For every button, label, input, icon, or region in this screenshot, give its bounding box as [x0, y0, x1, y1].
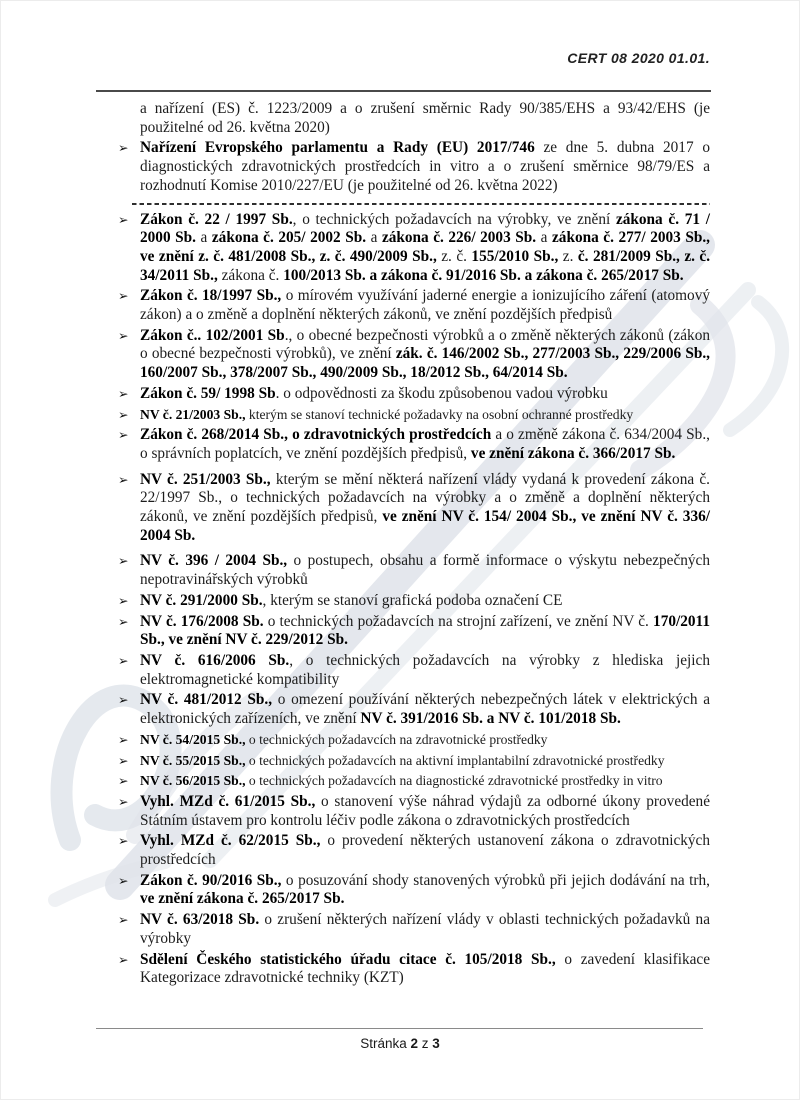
- citation-segment: o postupech, obsahu a formě informace o výskytu nebezpečných nepotravinářských výrobků: [140, 552, 710, 589]
- arrow-bullet-icon: ➢: [118, 385, 129, 401]
- page-number-total: 3: [432, 1036, 440, 1051]
- citation-bold-segment: zákona č. 226/ 2003 Sb.: [381, 229, 537, 247]
- footer-divider: [96, 1028, 703, 1029]
- citation-bold-segment: Zákon č. 268/2014 Sb., o zdravotnických prostředcích: [140, 426, 492, 444]
- citation-bold-segment: NV č. 176/2008 Sb.: [140, 612, 264, 630]
- list-item: [118, 552, 710, 589]
- citation-bold-segment: zák. č. 146/2002 Sb., 277/2003 Sb., 229/2006 Sb., 160/2007 Sb., 378/2007 Sb., 490/2009 Sb., 18/2012 Sb., 64/2014 Sb.: [140, 345, 710, 382]
- list-item: [118, 385, 710, 404]
- dashed-divider: [132, 203, 710, 205]
- page-number: [0, 1036, 800, 1051]
- arrow-bullet-icon: ➢: [118, 211, 129, 227]
- citation-bold-segment: Zákon č. 22 / 1997 Sb.: [140, 210, 293, 228]
- citation-bold-segment: NV č. 55/2015 Sb.,: [140, 752, 246, 768]
- citation-segment: z.: [558, 247, 578, 265]
- list-item-text: [140, 951, 710, 988]
- citation-segment: a: [536, 229, 552, 247]
- arrow-bullet-icon: ➢: [118, 327, 129, 343]
- list-item-text: [140, 731, 710, 749]
- citation-bold-segment: NV č. 56/2015 Sb.,: [140, 773, 246, 789]
- list-item: [118, 911, 710, 948]
- citation-bold-segment: NV č. 616/2006 Sb.: [140, 651, 290, 669]
- arrow-bullet-icon: ➢: [118, 912, 129, 928]
- citation-segment: , o technických požadavcích na výrobky z hlediska jejich elektromagnetické kompatibility: [140, 651, 710, 688]
- citation-segment: o technických požadavcích na strojní zařízení, ve znění NV č.: [263, 612, 654, 630]
- list-item: [118, 652, 710, 689]
- citation-segment: a: [195, 229, 212, 247]
- citation-segment: . o odpovědnosti za škodu způsobenou vadou výrobku: [275, 384, 608, 402]
- citation-bold-segment: NV č. 63/2018 Sb.: [140, 911, 260, 929]
- arrow-bullet-icon: ➢: [118, 613, 129, 629]
- arrow-bullet-icon: ➢: [118, 652, 129, 668]
- arrow-bullet-icon: ➢: [118, 592, 129, 608]
- citation-segment: kterým se mění některá nařízení vlády vydaná k provedení zákona č. 22/1997 Sb., o technických požadavcích na výrobky a o změně a doplnění některých zákonů, ve znění pozdějších předpisů,: [140, 470, 710, 526]
- list-item: [118, 287, 710, 324]
- list-item-text: [140, 592, 710, 611]
- arrow-bullet-icon: ➢: [118, 752, 129, 768]
- arrow-bullet-icon: ➢: [118, 951, 129, 967]
- arrow-bullet-icon: ➢: [118, 833, 129, 849]
- list-item: [118, 471, 710, 546]
- arrow-bullet-icon: ➢: [118, 140, 129, 156]
- page-number-label: Stránka: [360, 1036, 407, 1051]
- list-item-text: [140, 211, 710, 286]
- list-item-text: [140, 832, 710, 869]
- citation-bold-segment: Zákon č. 18/1997 Sb.,: [140, 287, 282, 305]
- citation-bold-segment: NV č. 396 / 2004 Sb.,: [140, 552, 288, 570]
- list-item: [118, 592, 710, 611]
- citation-segment: o mírovém využívání jaderné energie a ionizujícího záření (atomový zákon) a o změně a doplnění některých zákonů, ve znění pozdějších předpisů: [140, 287, 710, 324]
- citation-bold-segment: 100/2013 Sb. a zákona č. 91/2016 Sb. a zákona č. 265/2017 Sb.: [283, 266, 684, 284]
- citation-segment: ze dne 5. dubna 2017 o diagnostických zdravotnických prostředcích in vitro a o zrušení směrnice 98/79/ES a rozhodnutí Komise 2010/227/EU (je použitelné od 26. května 2022): [140, 139, 710, 194]
- citation-segment: z. č.: [436, 247, 472, 265]
- list-item-text: [140, 139, 710, 195]
- citation-segment: a nařízení (ES) č. 1223/2009 a o zrušení směrnic Rady 90/385/EHS a 93/42/EHS (je použitelné od 26. května 2020): [140, 100, 710, 136]
- document-body: [118, 98, 710, 988]
- list-item-text: [140, 872, 710, 909]
- list-item-text: [140, 327, 710, 383]
- citation-segment: o technických požadavcích na aktivní implantabilní zdravotnické prostředky: [245, 752, 665, 768]
- citation-bold-segment: NV č. 21/2003 Sb.,: [140, 406, 246, 422]
- list-item: [118, 793, 710, 830]
- arrow-bullet-icon: ➢: [118, 793, 129, 809]
- citation-segment: o zrušení některých nařízení vlády v oblasti technických požadavků na výrobky: [140, 911, 710, 947]
- page-number-current: 2: [410, 1036, 418, 1051]
- citation-bold-segment: Nařízení Evropského parlamentu a Rady (EU) 2017/746: [140, 139, 535, 157]
- citation-bold-segment: Vyhl. MZd č. 61/2015 Sb.,: [140, 792, 316, 810]
- list-item-text: [140, 772, 710, 790]
- citation-bold-segment: NV č. 391/2016 Sb. a NV č. 101/2018 Sb.: [360, 710, 621, 728]
- list-item: [118, 832, 710, 869]
- arrow-bullet-icon: ➢: [118, 553, 129, 569]
- list-item: [118, 406, 710, 425]
- citation-segment: o zavedení klasifikace Kategorizace zdravotnické techniky (KZT): [140, 950, 711, 987]
- citation-bold-segment: Zákon č. 59/ 1998 Sb: [140, 384, 276, 402]
- list-item: [118, 613, 710, 650]
- citation-bold-segment: NV č. 481/2012 Sb.,: [140, 691, 273, 709]
- citation-bold-segment: 155/2010 Sb.,: [471, 247, 559, 265]
- citation-segment: ., o obecné bezpečnosti výrobků a o změně některých zákonů (zákon o obecné bezpečnosti výrobků), ve znění: [140, 326, 710, 363]
- citation-bold-segment: 170/2011 Sb., ve znění NV č. 229/2012 Sb.: [140, 612, 710, 649]
- list-item-text: [140, 287, 710, 324]
- citation-bold-segment: zákona č. 277/ 2003 Sb., ve znění z. č. 481/2008 Sb., z. č. 490/2009 Sb.,: [140, 229, 710, 265]
- list-item: [118, 752, 710, 771]
- citation-bold-segment: ve znění NV č. 154/ 2004 Sb., ve znění NV č. 336/ 2004 Sb.: [140, 508, 710, 544]
- list-item-text: [140, 100, 710, 137]
- citation-bold-segment: č. 281/2009 Sb., z. č. 34/2011 Sb.,: [140, 247, 711, 284]
- citation-segment: o posuzování shody stanovených výrobků při jejich dodávání na trh,: [281, 871, 710, 889]
- citation-segment: , kterým se stanoví grafická podoba označení CE: [262, 591, 563, 609]
- citation-segment: a: [366, 229, 382, 247]
- citation-bold-segment: Zákon č. 90/2016 Sb.,: [140, 871, 282, 889]
- list-item: [118, 731, 710, 750]
- list-item: [118, 327, 710, 383]
- list-item: [118, 211, 710, 286]
- list-item: [118, 772, 710, 791]
- citation-bold-segment: zákona č. 71 / 2000 Sb.: [140, 210, 710, 247]
- citation-segment: o technických požadavcích na zdravotnické prostředky: [245, 731, 548, 747]
- citation-bold-segment: NV č. 251/2003 Sb.,: [140, 470, 271, 488]
- citation-segment: o provedení některých ustanovení zákona o zdravotnických prostředcích: [140, 832, 710, 869]
- arrow-bullet-icon: ➢: [118, 692, 129, 708]
- citation-segment: kterým se stanoví technické požadavky na osobní ochranné prostředky: [245, 406, 634, 422]
- citation-segment: a o změně zákona č. 634/2004 Sb., o správních poplatcích, ve znění pozdějších předpisů,: [140, 426, 710, 462]
- citation-segment: o omezení používání některých nebezpečných látek v elektrických a elektronických zařízeních, ve znění: [140, 691, 710, 728]
- list-item: [118, 691, 710, 728]
- citation-bold-segment: NV č. 54/2015 Sb.,: [140, 731, 246, 747]
- citation-segment: o stanovení výše náhrad výdajů za odborné úkony provedené Státním ústavem pro kontrolu léčiv podle zákona o zdravotnických prostředcích: [140, 792, 710, 829]
- list-item: [118, 872, 710, 909]
- list-item-text: [140, 552, 710, 589]
- arrow-bullet-icon: ➢: [118, 427, 129, 443]
- citation-bold-segment: zákona č. 205/ 2002 Sb.: [211, 229, 367, 247]
- list-item-text: [140, 426, 710, 463]
- citation-bold-segment: NV č. 291/2000 Sb.: [140, 591, 263, 609]
- citation-bold-segment: Sdělení Českého statistického úřadu citace č. 105/2018 Sb.,: [140, 950, 556, 968]
- list-item-text: [140, 652, 710, 689]
- list-item-text: [140, 385, 710, 404]
- list-item: [118, 100, 710, 137]
- legal-references-list: [118, 100, 710, 988]
- list-item: [118, 951, 710, 988]
- arrow-bullet-icon: ➢: [118, 773, 129, 789]
- list-item: [118, 426, 710, 463]
- list-item-text: [140, 752, 710, 770]
- list-item-text: [140, 911, 710, 948]
- list-item-text: [140, 691, 710, 728]
- list-item-text: [140, 471, 710, 546]
- document-code: CERT 08 2020 01.01.: [567, 50, 710, 66]
- citation-bold-segment: ve znění zákona č. 366/2017 Sb.: [470, 444, 676, 462]
- arrow-bullet-icon: ➢: [118, 288, 129, 304]
- list-item-text: [140, 793, 710, 830]
- citation-bold-segment: Vyhl. MZd č. 62/2015 Sb.,: [140, 832, 321, 850]
- header-divider: [96, 90, 711, 92]
- citation-segment: o technických požadavcích na diagnostické zdravotnické prostředky in vitro: [245, 773, 663, 789]
- citation-bold-segment: Zákon č.. 102/2001 Sb: [140, 326, 285, 344]
- list-item: [118, 139, 710, 195]
- arrow-bullet-icon: ➢: [118, 731, 129, 747]
- citation-segment: , o technických požadavcích na výrobky, ve znění: [292, 210, 616, 228]
- citation-bold-segment: ve znění zákona č. 265/2017 Sb.: [140, 890, 345, 908]
- citation-segment: zákona č.: [217, 266, 284, 284]
- arrow-bullet-icon: ➢: [118, 406, 129, 422]
- page-number-of: z: [421, 1036, 429, 1051]
- arrow-bullet-icon: ➢: [118, 471, 129, 487]
- arrow-bullet-icon: ➢: [118, 872, 129, 888]
- list-item-text: [140, 406, 710, 424]
- list-item-text: [140, 613, 710, 650]
